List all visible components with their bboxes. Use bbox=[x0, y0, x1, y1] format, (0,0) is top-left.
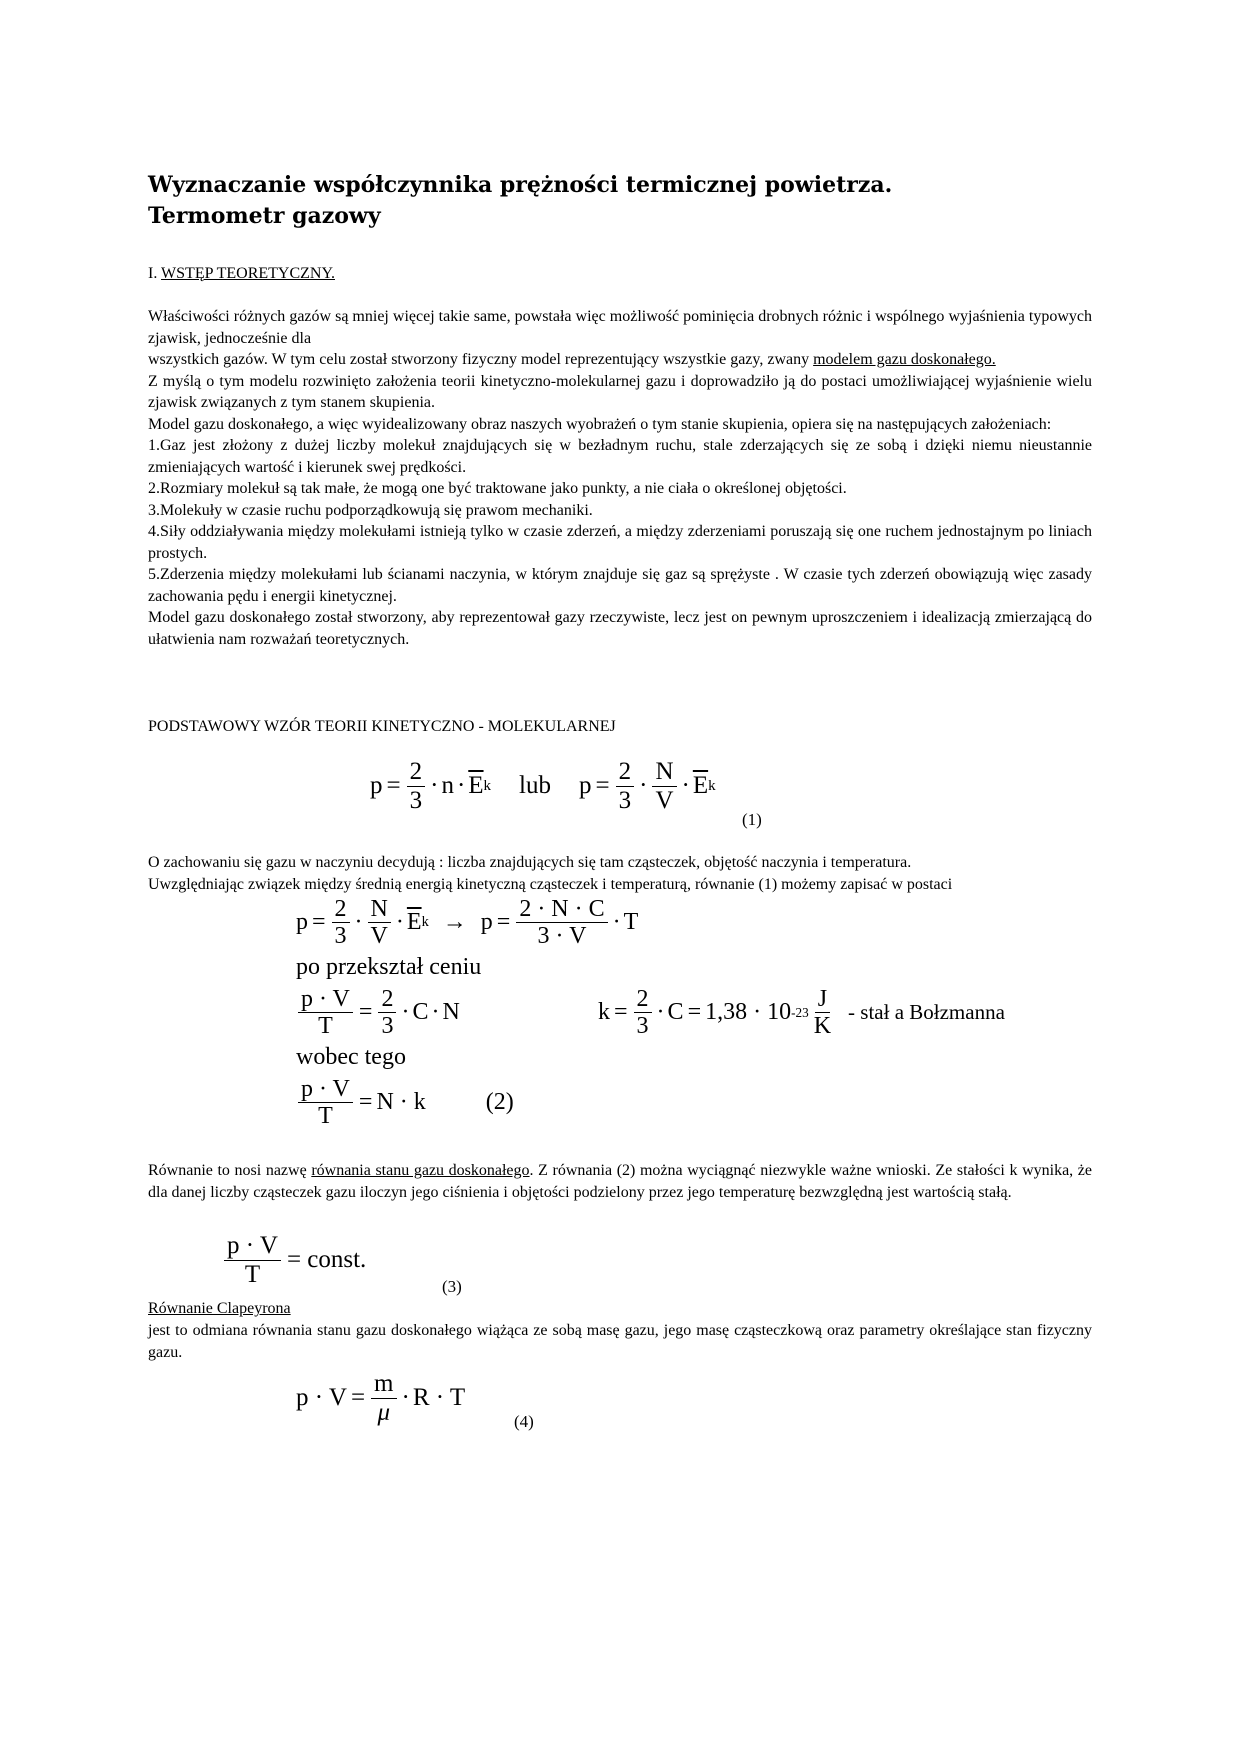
eq-symbol: p · V bbox=[296, 1384, 347, 1411]
eq-denominator: 3 bbox=[618, 786, 632, 814]
eq-denominator: V bbox=[370, 923, 388, 950]
eq-numerator: 2 bbox=[616, 758, 635, 787]
eq-denominator: 3 bbox=[381, 1013, 394, 1040]
assumption-item: 2.Rozmiary molekuł są tak małe, że mogą one być traktowane jako punkty, a nie ciała o określonej objętości. bbox=[148, 480, 847, 497]
assumption-item: 5.Zderzenia między molekułami lub ścianami naczynia, w którym znajduje się gaz są sprężyste . W czasie tych zderzeń obowiązują więc zasady zachowania pędu i energii kinetycznej. bbox=[148, 566, 1092, 605]
eq-numerator: 2 bbox=[634, 986, 652, 1013]
eq-denominator: μ bbox=[377, 1398, 391, 1426]
eq-fraction bbox=[516, 896, 607, 950]
eq-numerator: 2 · N · C bbox=[516, 896, 607, 923]
eq-fraction bbox=[371, 1370, 396, 1426]
title-line-2: Termometr gazowy bbox=[148, 203, 381, 229]
eq-symbol: p bbox=[579, 772, 592, 799]
document-title bbox=[148, 170, 1108, 232]
arrow-icon: → bbox=[442, 909, 467, 936]
after-eq1-paragraph-2: Uwzględniając związek między średnią energią kinetyczną cząsteczek i temperaturą, równanie (1) możemy zapisać w postaci bbox=[148, 875, 953, 893]
after-eq1-text bbox=[148, 852, 1092, 895]
clapeyron-text: jest to odmiana równania stanu gazu doskonałego wiążąca ze sobą masę gazu, jego masę cząsteczkową oraz parametry określające stan fizyczny gazu. bbox=[148, 1322, 1092, 1361]
eq-symbol: $\overline{E}$ bbox=[406, 909, 422, 936]
boltzmann-equation: k = $\frac{2}{3}$ · C = 1,38 · 10 -23 $\frac{J}{K}$ - stał a Bołzmanna bbox=[598, 986, 1005, 1040]
eq-numerator: 2 bbox=[407, 758, 426, 787]
eq-symbol: = bbox=[595, 772, 610, 799]
equation-4: p · V = $\frac{m}{\mu}$ · R · T bbox=[296, 1370, 466, 1426]
eq-symbol: C bbox=[412, 999, 429, 1026]
intro-paragraph-4: Model gazu doskonałego, a więc wyidealizowany obraz naszych wyobrażeń o tym stanie skupienia, opiera się na następujących założeniach: bbox=[148, 415, 1052, 433]
eq-numerator: m bbox=[371, 1370, 396, 1399]
eq-numerator: 2 bbox=[332, 896, 350, 923]
eq-symbol: N · k bbox=[376, 1089, 426, 1116]
eq-symbol: N bbox=[442, 999, 460, 1026]
eq-symbol: = bbox=[312, 909, 326, 936]
equation-3 bbox=[222, 1232, 366, 1288]
eq-symbol: p bbox=[296, 909, 308, 936]
eq-numerator: p · V bbox=[298, 1076, 353, 1103]
eq-subscript: k bbox=[708, 777, 716, 794]
eq-numerator: J bbox=[815, 986, 830, 1013]
eq-symbol: $\overline{E}$ bbox=[468, 772, 484, 799]
equation-1-number: (1) bbox=[742, 810, 762, 829]
eq-denominator: T bbox=[244, 1260, 261, 1288]
derivation-text-1: po przekształ ceniu bbox=[296, 954, 482, 980]
eq-fraction bbox=[407, 758, 426, 814]
eq-symbol: = bbox=[350, 1384, 366, 1411]
assumption-item: 1.Gaz jest złożony z dużej liczby molekuł znajdujących się w bezładnym ruchu, stale zderzających się ze sobą i dzięki niemu nieustannie zmieniających wartość i kierunek swej prędkości. bbox=[148, 437, 1092, 476]
eq-symbol: k bbox=[598, 999, 610, 1026]
intro-paragraph-5: Model gazu doskonałego został stworzony, aby reprezentował gazy rzeczywiste, lecz jest on pewnym uproszczeniem i idealizacją zmierzającą do ułatwienia nam rozważań teoretycznych. bbox=[148, 609, 1092, 648]
intro-paragraph-2 bbox=[148, 349, 1092, 371]
eq-fraction bbox=[634, 986, 652, 1040]
section-title: WSTĘP TEORETYCZNY. bbox=[161, 265, 335, 282]
eq-symbol: = bbox=[496, 909, 511, 936]
eq-symbol: C bbox=[667, 999, 684, 1026]
eq-symbol: = bbox=[386, 772, 401, 799]
eq-fraction bbox=[332, 896, 350, 950]
eq-denominator: 3 · V bbox=[537, 923, 587, 950]
after-eq2-text-b: . Z równania (2) można wyciągnąć niezwykle ważne wnioski. Ze stałości k wynika, że dla danej liczby cząsteczek gazu iloczyn jego ciśnienia i objętości podzielony przez jego temperaturę bezwzględną jest wartością stałą. bbox=[148, 1162, 1092, 1201]
boltzmann-value: 1,38 · 10 bbox=[705, 999, 792, 1026]
assumption-item: 3.Molekuły w czasie ruchu podporządkowują się prawom mechaniki. bbox=[148, 501, 593, 519]
intro-paragraph-1: Właściwości różnych gazów są mniej więcej takie same, powstała więc możliwość pominięcia drobnych różnic i wspólnego wyjaśnienia typowych zjawisk, jednocześnie dla bbox=[148, 308, 1092, 347]
basic-formula-heading: PODSTAWOWY WZÓR TEORII KINETYCZNO - MOLEKULARNEJ bbox=[148, 718, 616, 735]
eq-denominator: 3 bbox=[334, 923, 347, 950]
eq-subscript: k bbox=[483, 777, 492, 794]
eq-symbol: R · T bbox=[412, 1384, 466, 1411]
equation-1: p = $\frac{2}{3}$ · n · $\overline{E}$ k lub p = $\frac{2}{3}$ · $\frac{N}{V}$ · $\overline{E}$ k bbox=[370, 758, 716, 814]
eq-symbol: = bbox=[358, 1089, 373, 1116]
eq-const: = const. bbox=[286, 1246, 367, 1273]
after-eq2-text-a: Równanie to nosi nazwę bbox=[148, 1162, 312, 1179]
eq-fraction bbox=[298, 986, 353, 1040]
eq-fraction bbox=[616, 758, 635, 814]
eq-numerator: 2 bbox=[378, 986, 396, 1013]
eq-numerator: p · V bbox=[224, 1232, 281, 1261]
eq-fraction bbox=[298, 1076, 353, 1130]
after-eq1-paragraph-1: O zachowaniu się gazu w naczyniu decydują : liczba znajdujących się tam cząsteczek, objętość naczynia i temperatura. bbox=[148, 854, 912, 871]
eq-symbol: T bbox=[623, 909, 639, 936]
eq-denominator: 3 bbox=[636, 1013, 649, 1040]
eq-denominator: 3 bbox=[409, 786, 423, 814]
equation-2 bbox=[296, 1076, 514, 1130]
equation-3-number: (3) bbox=[442, 1277, 462, 1296]
eq-subscript: k bbox=[421, 914, 429, 931]
eq-symbol: $\overline{E}$ bbox=[692, 772, 709, 799]
derivation-line-2: $\frac{p \cdot V}{T}$ = $\frac{2}{3}$ · C · N bbox=[296, 986, 460, 1040]
eq-denominator: T bbox=[318, 1103, 333, 1130]
section-number: I. bbox=[148, 265, 162, 282]
ideal-gas-equation-link: równania stanu gazu doskonałego bbox=[311, 1162, 530, 1179]
derivation-text-2: wobec tego bbox=[296, 1044, 406, 1070]
clapeyron-heading: Równanie Clapeyrona bbox=[148, 1300, 291, 1317]
eq-fraction bbox=[378, 986, 396, 1040]
title-line-1: Wyznaczanie współczynnika prężności termicznej powietrza. bbox=[148, 172, 893, 198]
eq-denominator: V bbox=[655, 786, 674, 814]
section-heading bbox=[148, 263, 1092, 285]
eq-symbol: = bbox=[687, 999, 702, 1026]
eq-fraction bbox=[368, 896, 391, 950]
eq-denominator: T bbox=[318, 1013, 333, 1040]
boltzmann-label: - stał a Bołzmanna bbox=[848, 1000, 1005, 1025]
intro-text bbox=[148, 306, 1092, 650]
ideal-gas-model-link: modelem gazu doskonałego. bbox=[813, 351, 996, 368]
eq-denominator: K bbox=[813, 1013, 832, 1040]
eq-symbol: n bbox=[441, 772, 454, 799]
equation-4-number: (4) bbox=[514, 1412, 534, 1431]
eq-symbol: p bbox=[480, 909, 493, 936]
intro-paragraph-2-text: wszystkich gazów. W tym celu został stworzony fizyczny model reprezentujący wszystkie gazy, zwany bbox=[148, 351, 814, 368]
eq-word-lub: lub bbox=[519, 772, 551, 799]
boltzmann-exponent: -23 bbox=[791, 1004, 809, 1020]
eq-fraction bbox=[652, 758, 676, 814]
eq-numerator: p · V bbox=[298, 986, 353, 1013]
intro-paragraph-3: Z myślą o tym modelu rozwinięto założenia teorii kinetyczno-molekularnej gazu i doprowadziło ją do postaci umożliwiającej wyjaśnienie wielu zjawisk związanych z tym stanem skupienia. bbox=[148, 372, 1092, 411]
equation-2-number: (2) bbox=[485, 1089, 514, 1116]
eq-fraction bbox=[811, 986, 834, 1040]
assumption-item: 4.Siły oddziaływania między molekułami istnieją tylko w czasie zderzeń, a między zderzeniami poruszają się one ruchem jednostajnym po liniach prostych. bbox=[148, 523, 1092, 562]
eq-symbol: = bbox=[614, 999, 628, 1026]
eq-fraction bbox=[224, 1232, 281, 1288]
eq-numerator: N bbox=[652, 758, 676, 787]
eq-symbol: p bbox=[370, 772, 383, 799]
derivation-line-1: p = $\frac{2}{3}$ · $\frac{N}{V}$ · $\overline{E}$ k → p = $\frac{2 \cdot N \cdot C}{3 \cdot V}$ · T bbox=[296, 896, 639, 950]
after-eq2-text bbox=[148, 1160, 1092, 1203]
eq-numerator: N bbox=[368, 896, 391, 923]
eq-symbol: = bbox=[358, 999, 373, 1026]
